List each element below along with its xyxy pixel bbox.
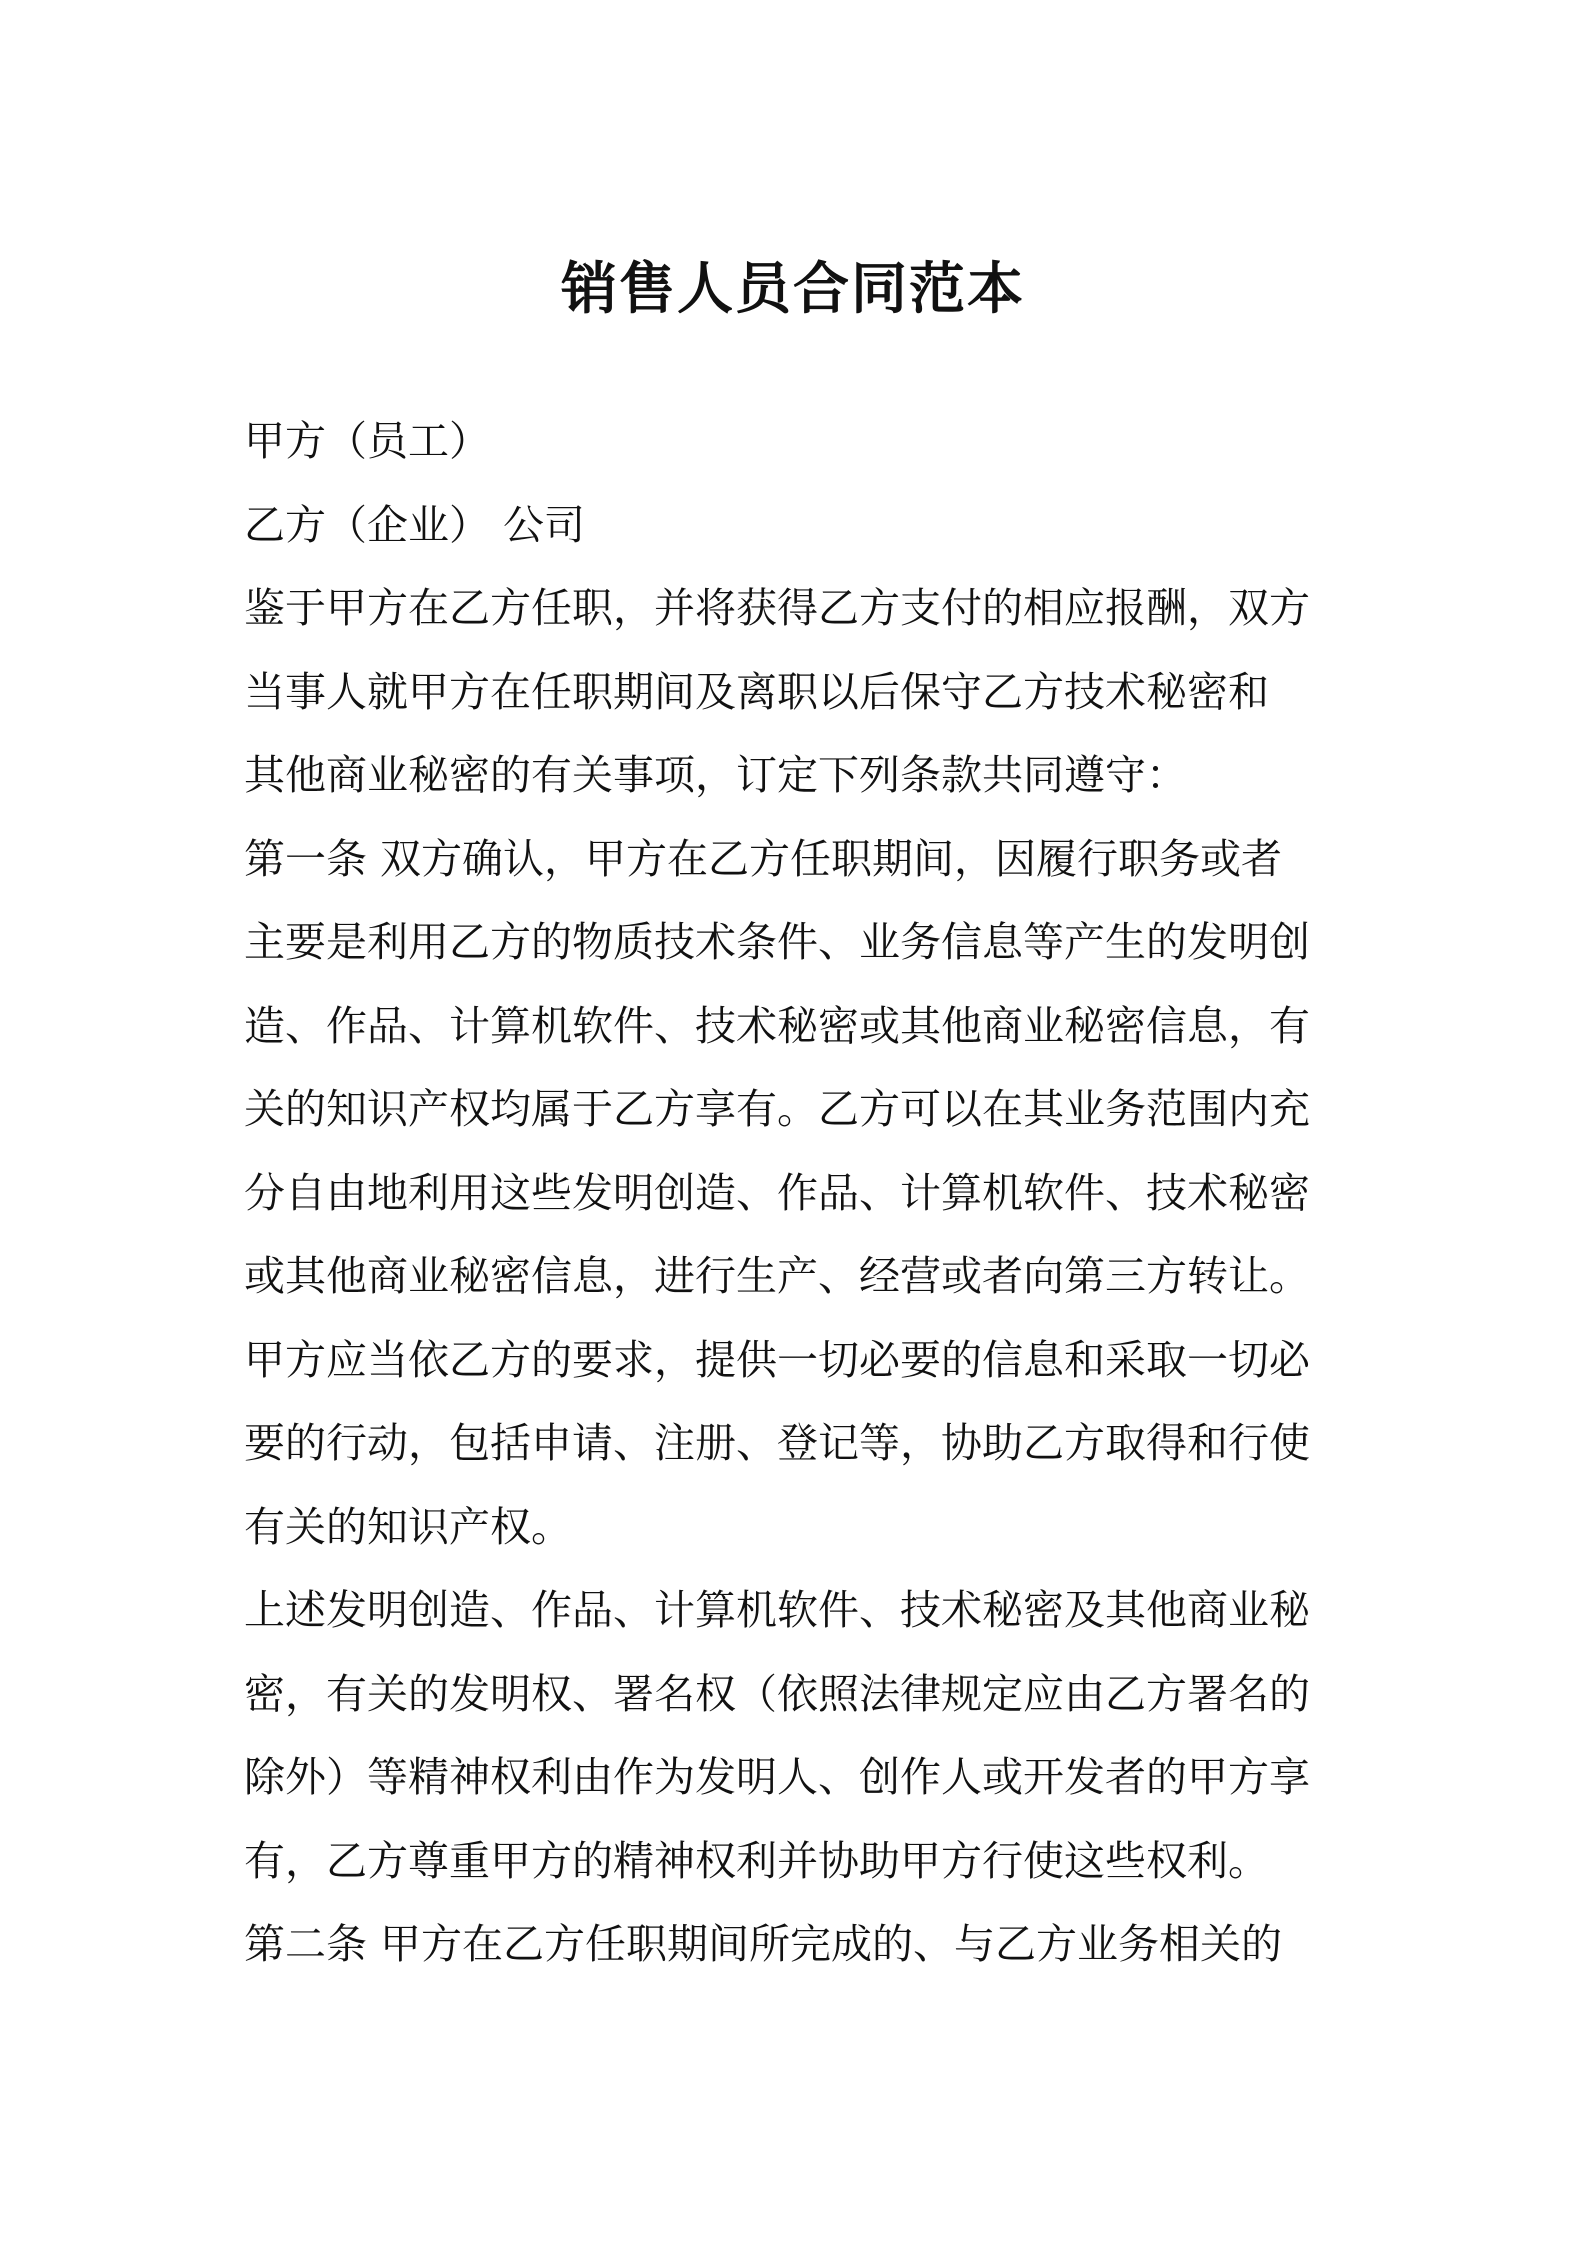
document-title: 销售人员合同范本 <box>561 257 1025 322</box>
article-2-line-1: 第二条 甲方在乙方任职期间所完成的、与乙方业务相关的 <box>244 1920 1283 1968</box>
article-1-line-12: 除外）等精神权利由作为发明人、创作人或开发者的甲方享 <box>244 1753 1310 1801</box>
article-1-line-13: 有，乙方尊重甲方的精神权利并协助甲方行使这些权利。 <box>244 1836 1269 1885</box>
preamble-line-2: 当事人就甲方在任职期间及离职以后保守乙方技术秘密和 <box>244 667 1269 716</box>
article-1-line-9: 有关的知识产权。 <box>244 1502 572 1551</box>
article-1-line-7: 甲方应当依乙方的要求，提供一切必要的信息和采取一切必 <box>244 1335 1310 1384</box>
party-a-line: 甲方（员工） <box>244 417 490 465</box>
article-1-line-11: 密，有关的发明权、署名权（依照法律规定应由乙方署名的 <box>244 1669 1310 1718</box>
article-1-line-10: 上述发明创造、作品、计算机软件、技术秘密及其他商业秘 <box>244 1586 1310 1634</box>
article-1-line-8: 要的行动，包括申请、注册、登记等，协助乙方取得和行使 <box>244 1419 1310 1467</box>
preamble-line-3: 其他商业秘密的有关事项，订定下列条款共同遵守： <box>244 751 1187 799</box>
preamble-line-1: 鉴于甲方在乙方任职，并将获得乙方支付的相应报酬，双方 <box>244 584 1310 632</box>
article-1-line-6: 或其他商业秘密信息，进行生产、经营或者向第三方转让。 <box>244 1252 1310 1300</box>
article-1-line-1: 第一条 双方确认，甲方在乙方任职期间，因履行职务或者 <box>244 834 1283 883</box>
article-1-line-5: 分自由地利用这些发明创造、作品、计算机软件、技术秘密 <box>244 1168 1310 1217</box>
article-1-line-2: 主要是利用乙方的物质技术条件、业务信息等产生的发明创 <box>244 918 1310 966</box>
article-1-line-3: 造、作品、计算机软件、技术秘密或其他商业秘密信息，有 <box>244 1001 1310 1050</box>
party-b-line: 乙方（企业） 公司 <box>244 500 586 549</box>
document-body <box>244 400 1354 1987</box>
article-1-line-4: 关的知识产权均属于乙方享有。乙方可以在其业务范围内充 <box>244 1085 1310 1133</box>
